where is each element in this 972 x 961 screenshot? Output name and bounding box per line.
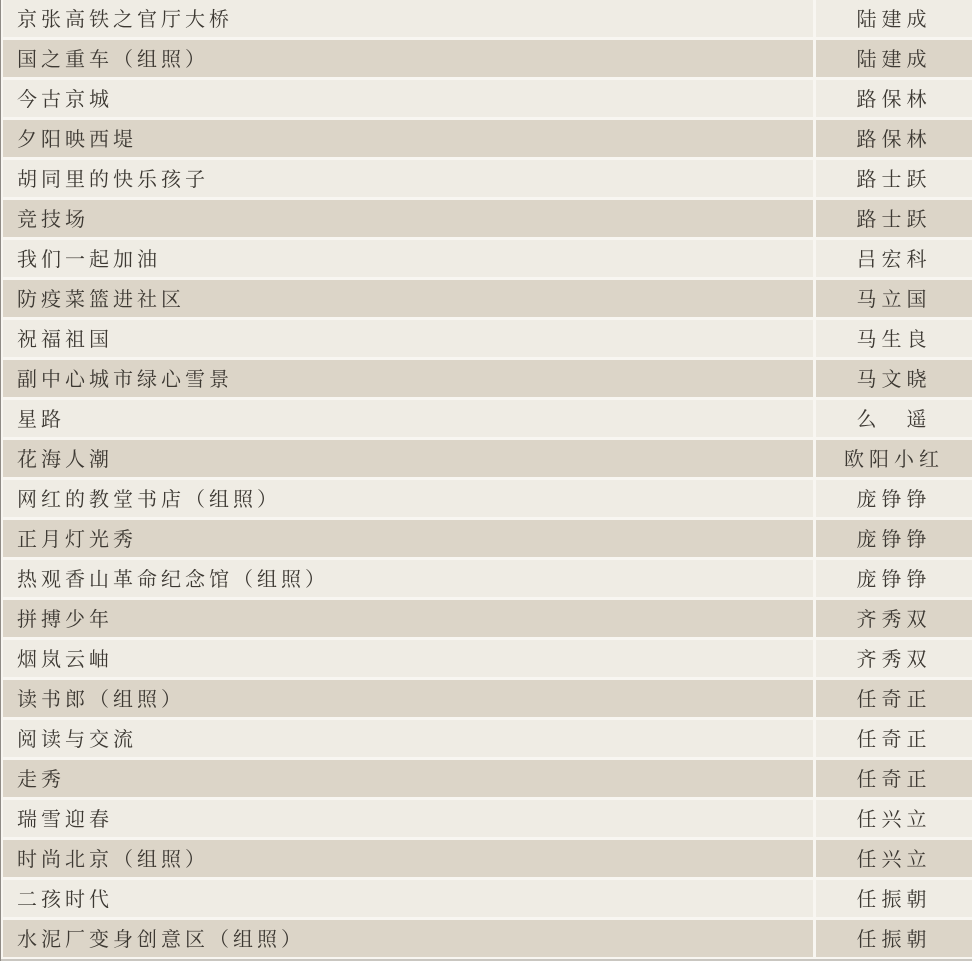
- author-name: 任振朝: [816, 880, 972, 917]
- table-row: [3, 120, 972, 157]
- author-name: 路保林: [816, 80, 972, 117]
- author-name: 任奇正: [816, 680, 972, 717]
- author-name: 庞铮铮: [816, 480, 972, 517]
- work-title: 瑞雪迎春: [3, 800, 813, 837]
- author-name: 任振朝: [816, 920, 972, 957]
- author-name: 任兴立: [816, 840, 972, 877]
- author-name: 马立国: [816, 280, 972, 317]
- author-name: 任兴立: [816, 800, 972, 837]
- author-name: 任奇正: [816, 720, 972, 757]
- work-title: 读书郎（组照）: [3, 680, 813, 717]
- table-row: [3, 920, 972, 957]
- author-name: 庞铮铮: [816, 520, 972, 557]
- work-title: 花海人潮: [3, 440, 813, 477]
- table-row: [3, 600, 972, 637]
- author-name: 马生良: [816, 320, 972, 357]
- table-row: [3, 400, 972, 437]
- work-title: 热观香山革命纪念馆（组照）: [3, 560, 813, 597]
- author-name: 欧阳小红: [816, 440, 972, 477]
- table-row: [3, 680, 972, 717]
- work-title: 防疫菜篮进社区: [3, 280, 813, 317]
- table-row: [3, 520, 972, 557]
- work-title: 国之重车（组照）: [3, 40, 813, 77]
- author-name: 庞铮铮: [816, 560, 972, 597]
- work-title: 阅读与交流: [3, 720, 813, 757]
- work-title: 我们一起加油: [3, 240, 813, 277]
- work-title: 今古京城: [3, 80, 813, 117]
- author-name: 马文晓: [816, 360, 972, 397]
- work-title: 二孩时代: [3, 880, 813, 917]
- work-title: 副中心城市绿心雪景: [3, 360, 813, 397]
- author-name: 陆建成: [816, 40, 972, 77]
- table-row: [3, 640, 972, 677]
- author-name: 任奇正: [816, 760, 972, 797]
- work-title: 京张高铁之官厅大桥: [3, 0, 813, 37]
- author-name: 路保林: [816, 120, 972, 157]
- table-row: [3, 880, 972, 917]
- table-row: [3, 800, 972, 837]
- work-title: 拼搏少年: [3, 600, 813, 637]
- table-row: [3, 40, 972, 77]
- table-row: [3, 80, 972, 117]
- work-title: 走秀: [3, 760, 813, 797]
- author-name: 齐秀双: [816, 600, 972, 637]
- author-name: 吕宏科: [816, 240, 972, 277]
- table-row: [3, 440, 972, 477]
- table-row: [3, 480, 972, 517]
- table-row: [3, 240, 972, 277]
- author-name: 齐秀双: [816, 640, 972, 677]
- work-title: 星路: [3, 400, 813, 437]
- table-row: [3, 760, 972, 797]
- work-title: 竞技场: [3, 200, 813, 237]
- work-title: 祝福祖国: [3, 320, 813, 357]
- table-row: [3, 560, 972, 597]
- author-name: 路士跃: [816, 160, 972, 197]
- table-row: [3, 720, 972, 757]
- work-title: 水泥厂变身创意区（组照）: [3, 920, 813, 957]
- table-row: [3, 840, 972, 877]
- author-name: 陆建成: [816, 0, 972, 37]
- table-row: [3, 320, 972, 357]
- author-name: 么 遥: [816, 400, 972, 437]
- table-row: [3, 360, 972, 397]
- work-title: 胡同里的快乐孩子: [3, 160, 813, 197]
- work-title: 烟岚云岫: [3, 640, 813, 677]
- table-row: [3, 280, 972, 317]
- work-title: 时尚北京（组照）: [3, 840, 813, 877]
- work-title: 正月灯光秀: [3, 520, 813, 557]
- table-row: [3, 160, 972, 197]
- work-title: 网红的教堂书店（组照）: [3, 480, 813, 517]
- author-name: 路士跃: [816, 200, 972, 237]
- table-row: [3, 200, 972, 237]
- work-title: 夕阳映西堤: [3, 120, 813, 157]
- table-row: [3, 0, 972, 37]
